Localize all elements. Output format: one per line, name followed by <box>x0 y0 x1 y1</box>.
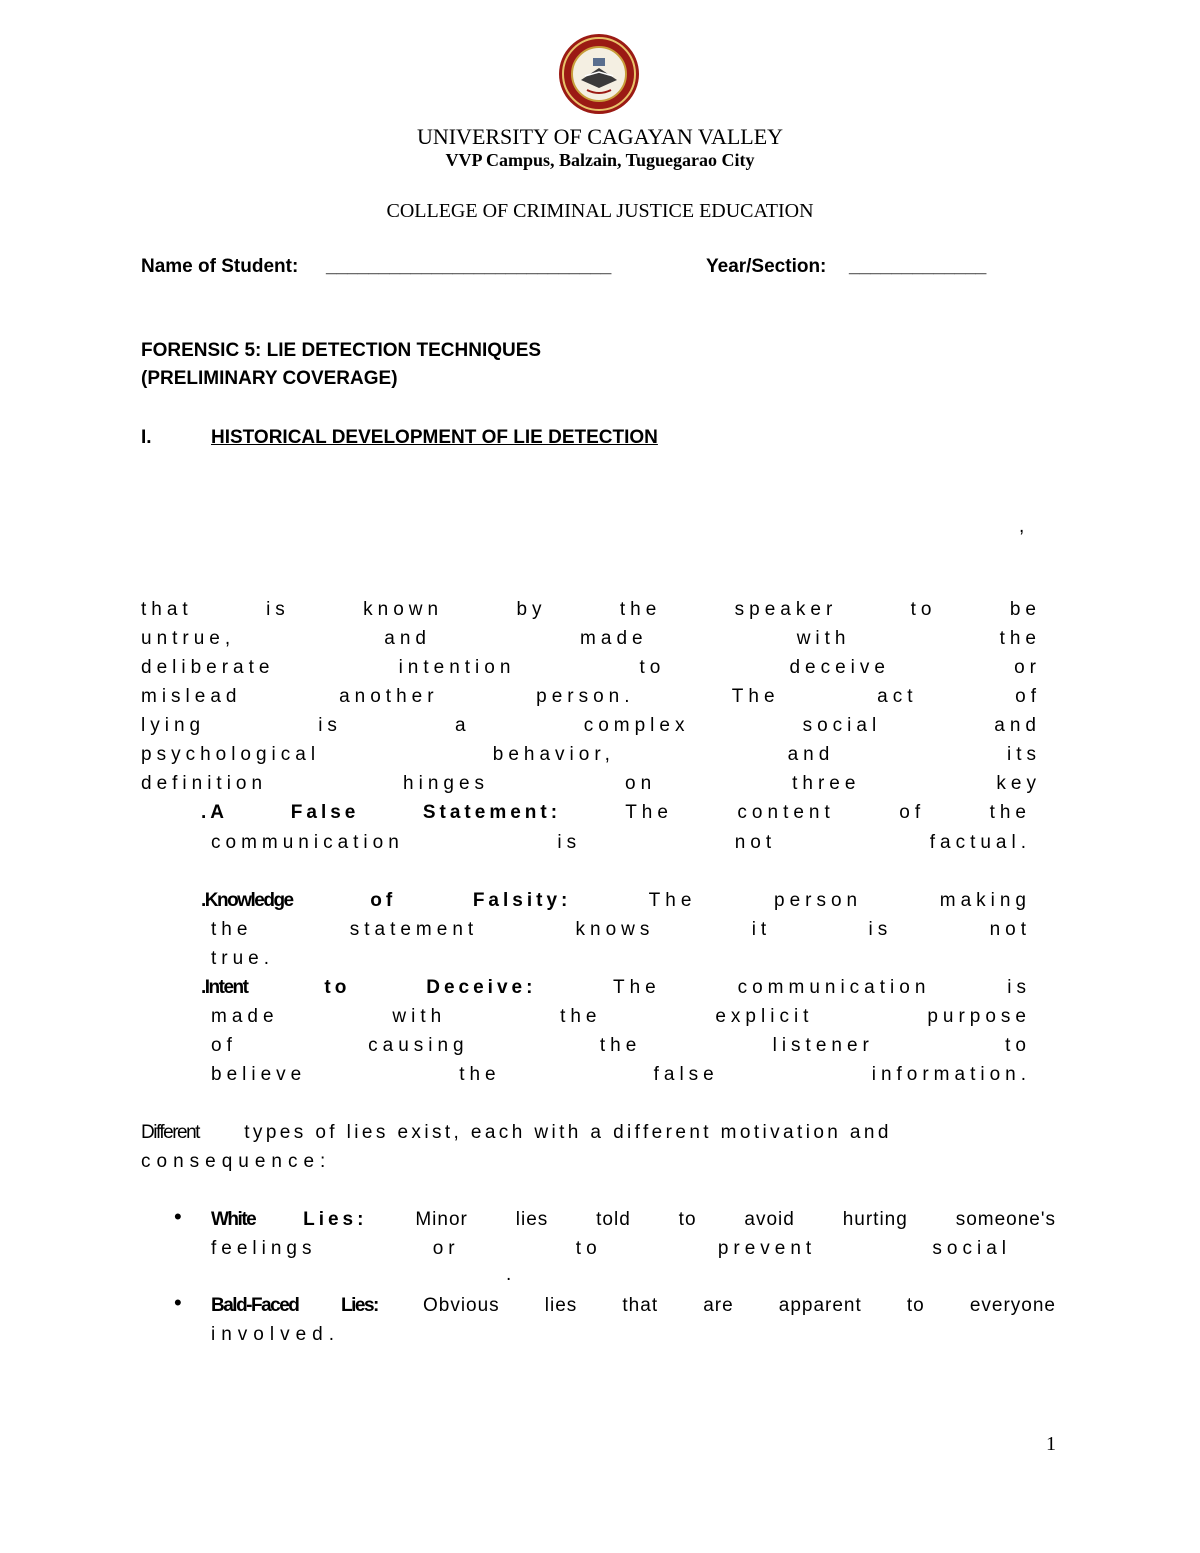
name-label: Name of Student: <box>141 256 299 277</box>
university-seal-icon <box>557 32 641 116</box>
lie-text: Obvious lies that are apparent to everyone <box>422 1295 1056 1316</box>
lie-text-line: . <box>506 1264 512 1285</box>
intro-line: untrue, and made with the <box>141 628 1041 649</box>
lie-label: Lies: <box>303 1209 368 1230</box>
intro-line: definition hinges on three key <box>141 773 1041 794</box>
element-text-line: made with the explicit purpose <box>211 1006 1031 1027</box>
types-intro-line: consequence: <box>141 1151 332 1172</box>
element-false-statement <box>201 799 1031 827</box>
element-knowledge-of-falsity <box>201 887 1031 915</box>
element-text: The content of the <box>625 802 1031 823</box>
lie-label: Bald-Faced Lies: <box>211 1295 378 1316</box>
lie-type-white-lies <box>211 1206 1056 1234</box>
element-text-line: communication is not factual. <box>211 832 1031 853</box>
types-intro-line <box>141 1119 1071 1147</box>
element-text: The communication is <box>612 977 1032 998</box>
university-name: UNIVERSITY OF CAGAYAN VALLEY <box>416 124 784 149</box>
year-section-blank[interactable]: _____________ <box>849 256 987 277</box>
intro-line: mislead another person. The act of <box>141 686 1041 707</box>
element-label: to Deceive: <box>324 977 537 998</box>
campus-address: VVP Campus, Balzain, Tuguegarao City <box>445 150 755 170</box>
element-text-line: believe the false information. <box>211 1064 1031 1085</box>
element-text-line: of causing the listener to <box>211 1035 1031 1056</box>
intro-line: psychological behavior, and its <box>141 744 1041 765</box>
bullet-icon: • <box>174 1290 182 1315</box>
types-intro-word: Different <box>141 1122 199 1143</box>
lie-type-bald-faced-lies <box>211 1292 1056 1320</box>
element-text-line: true. <box>211 948 275 969</box>
college-name: COLLEGE OF CRIMINAL JUSTICE EDUCATION <box>386 200 814 222</box>
intro-line: deliberate intention to deceive or <box>141 657 1041 678</box>
intro-line: that is known by the speaker to be <box>141 599 1041 620</box>
types-intro-text: types of lies exist, each with a different motivation and <box>244 1122 892 1143</box>
lie-text: Minor lies told to avoid hurting someone's <box>415 1209 1056 1230</box>
stray-comma: , <box>1019 516 1025 537</box>
lie-text-line: feelings or to prevent social <box>211 1238 1011 1259</box>
element-label-word: .Knowledge <box>201 890 293 911</box>
element-label: .A False Statement: <box>201 802 562 823</box>
year-section-label: Year/Section: <box>706 256 827 277</box>
element-text-line: the statement knows it is not <box>211 919 1031 940</box>
page-number: 1 <box>1046 1433 1056 1455</box>
coverage-note: (PRELIMINARY COVERAGE) <box>141 368 398 389</box>
lie-label-word: White <box>211 1209 256 1230</box>
element-text: The person making <box>648 890 1032 911</box>
lie-text-line: involved. <box>211 1324 340 1345</box>
course-title: FORENSIC 5: LIE DETECTION TECHNIQUES <box>141 340 542 361</box>
section-title: HISTORICAL DEVELOPMENT OF LIE DETECTION <box>211 427 658 448</box>
element-label: of Falsity: <box>370 890 572 911</box>
intro-line: lying is a complex social and <box>141 715 1041 736</box>
section-number: I. <box>141 427 152 448</box>
bullet-icon: • <box>174 1204 182 1229</box>
name-blank[interactable]: ___________________________ <box>326 256 612 277</box>
element-intent-to-deceive <box>201 974 1031 1002</box>
element-label-word: .Intent <box>201 977 248 998</box>
